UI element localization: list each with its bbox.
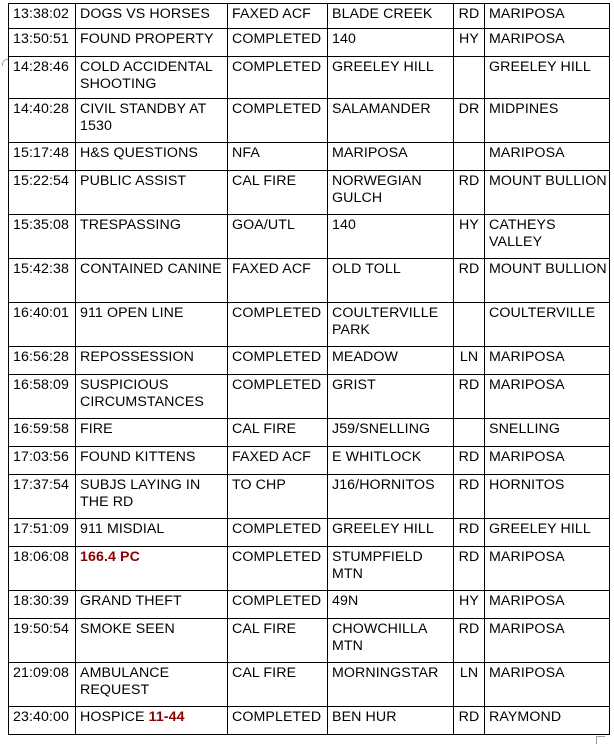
street-cell: MORNINGSTAR [328,663,454,707]
street-suffix-cell: RD [454,259,485,303]
status-cell: FAXED ACF [228,259,328,303]
incident-log-body [9,4,610,735]
time-cell: 17:37:54 [9,475,76,519]
street-suffix-cell [454,57,485,99]
description-cell [76,303,228,347]
street-suffix-cell [454,303,485,347]
table-row [9,303,610,347]
table-row [9,707,610,735]
description-text: H&S QUESTIONS [80,145,198,161]
table-row [9,447,610,475]
street-suffix-cell: RD [454,447,485,475]
street-cell: 49N [328,591,454,619]
time-cell: 16:59:58 [9,419,76,447]
city-cell: MARIPOSA [485,29,610,57]
street-cell: J59/SNELLING [328,419,454,447]
description-cell [76,57,228,99]
table-row [9,663,610,707]
street-cell: STUMPFIELD MTN [328,547,454,591]
description-text: 911 MISDIAL [80,521,165,537]
incident-log-table [8,3,610,735]
status-cell: CAL FIRE [228,419,328,447]
street-cell: GRIST [328,375,454,419]
time-cell: 23:40:00 [9,707,76,735]
street-cell: COULTERVILLE PARK [328,303,454,347]
description-cell [76,259,228,303]
description-text: REPOSSESSION [80,349,194,365]
status-cell: TO CHP [228,475,328,519]
time-cell: 17:03:56 [9,447,76,475]
description-text: SUBJS LAYING IN THE RD [80,477,201,511]
street-suffix-cell: HY [454,29,485,57]
description-cell [76,4,228,29]
description-text: DOGS VS HORSES [80,6,210,22]
street-cell: CHOWCHILLA MTN [328,619,454,663]
table-row [9,419,610,447]
street-suffix-cell: RD [454,547,485,591]
time-cell: 13:38:02 [9,4,76,29]
description-cell [76,29,228,57]
street-cell: SALAMANDER [328,99,454,143]
street-cell: 140 [328,29,454,57]
description-cell [76,619,228,663]
street-suffix-cell [454,143,485,171]
description-cell [76,347,228,375]
street-cell: 140 [328,215,454,259]
status-cell: COMPLETED [228,375,328,419]
time-cell: 16:40:01 [9,303,76,347]
status-cell: GOA/UTL [228,215,328,259]
description-cell [76,419,228,447]
street-suffix-cell: HY [454,215,485,259]
city-cell: MARIPOSA [485,591,610,619]
description-cell [76,663,228,707]
table-row [9,215,610,259]
description-cell [76,171,228,215]
time-cell: 15:22:54 [9,171,76,215]
city-cell: MARIPOSA [485,375,610,419]
status-cell: FAXED ACF [228,447,328,475]
time-cell: 17:51:09 [9,519,76,547]
street-cell: OLD TOLL [328,259,454,303]
table-row [9,4,610,29]
description-code-highlight: 11-44 [148,709,185,725]
table-row [9,171,610,215]
page-corner-mark-right [596,736,605,744]
city-cell: MOUNT BULLION [485,171,610,215]
table-row [9,375,610,419]
time-cell: 16:58:09 [9,375,76,419]
time-cell: 15:17:48 [9,143,76,171]
time-cell: 19:50:54 [9,619,76,663]
time-cell: 18:30:39 [9,591,76,619]
street-cell: BLADE CREEK [328,4,454,29]
description-cell [76,475,228,519]
street-suffix-cell: RD [454,4,485,29]
city-cell: MARIPOSA [485,447,610,475]
street-suffix-cell: LN [454,347,485,375]
status-cell: NFA [228,143,328,171]
city-cell: MARIPOSA [485,547,610,591]
description-cell [76,215,228,259]
time-cell: 14:40:28 [9,99,76,143]
table-row [9,57,610,99]
time-cell: 18:06:08 [9,547,76,591]
description-cell [76,375,228,419]
street-suffix-cell: RD [454,475,485,519]
description-cell [76,447,228,475]
street-suffix-cell: RD [454,171,485,215]
description-text: SMOKE SEEN [80,621,175,637]
street-cell: MEADOW [328,347,454,375]
city-cell: GREELEY HILL [485,57,610,99]
description-cell [76,99,228,143]
description-text: PUBLIC ASSIST [80,173,187,189]
city-cell: MARIPOSA [485,347,610,375]
description-text: 911 OPEN LINE [80,305,184,321]
street-suffix-cell: RD [454,375,485,419]
time-cell: 13:50:51 [9,29,76,57]
street-cell: E WHITLOCK [328,447,454,475]
street-suffix-cell: RD [454,619,485,663]
street-suffix-cell: LN [454,663,485,707]
status-cell: CAL FIRE [228,663,328,707]
table-row [9,547,610,591]
status-cell: CAL FIRE [228,171,328,215]
table-row [9,347,610,375]
description-code-highlight: 166.4 PC [80,549,140,565]
description-text: GRAND THEFT [80,593,182,609]
street-cell: GREELEY HILL [328,519,454,547]
description-text: HOSPICE [80,709,149,725]
city-cell: MIDPINES [485,99,610,143]
city-cell: MARIPOSA [485,663,610,707]
description-text: CONTAINED CANINE [80,261,222,277]
city-cell: MARIPOSA [485,619,610,663]
table-row [9,143,610,171]
status-cell: COMPLETED [228,57,328,99]
description-cell [76,707,228,735]
street-cell: NORWEGIAN GULCH [328,171,454,215]
status-cell: CAL FIRE [228,619,328,663]
city-cell: MARIPOSA [485,143,610,171]
description-text: TRESPASSING [80,217,181,233]
city-cell: MOUNT BULLION [485,259,610,303]
status-cell: COMPLETED [228,591,328,619]
time-cell: 15:35:08 [9,215,76,259]
time-cell: 14:28:46 [9,57,76,99]
city-cell: CATHEYS VALLEY [485,215,610,259]
description-text: COLD ACCIDENTAL SHOOTING [80,59,213,93]
description-text: CIVIL STANDBY AT 1530 [80,101,207,135]
table-row [9,99,610,143]
status-cell: COMPLETED [228,99,328,143]
description-text: AMBULANCE REQUEST [80,665,170,699]
street-cell: J16/HORNITOS [328,475,454,519]
time-cell: 15:42:38 [9,259,76,303]
city-cell: HORNITOS [485,475,610,519]
street-cell: MARIPOSA [328,143,454,171]
description-cell [76,143,228,171]
table-row [9,29,610,57]
city-cell: MARIPOSA [485,4,610,29]
street-suffix-cell: RD [454,707,485,735]
city-cell: COULTERVILLE [485,303,610,347]
time-cell: 16:56:28 [9,347,76,375]
description-text: FOUND PROPERTY [80,31,214,47]
status-cell: COMPLETED [228,547,328,591]
table-row [9,259,610,303]
status-cell: FAXED ACF [228,4,328,29]
street-suffix-cell [454,419,485,447]
status-cell: COMPLETED [228,519,328,547]
city-cell: GREELEY HILL [485,519,610,547]
status-cell: COMPLETED [228,29,328,57]
city-cell: SNELLING [485,419,610,447]
description-cell [76,519,228,547]
street-suffix-cell: RD [454,519,485,547]
status-cell: COMPLETED [228,707,328,735]
street-cell: GREELEY HILL [328,57,454,99]
status-cell: COMPLETED [228,303,328,347]
street-cell: BEN HUR [328,707,454,735]
description-text: FOUND KITTENS [80,449,196,465]
description-text: FIRE [80,421,113,437]
street-suffix-cell: DR [454,99,485,143]
table-row [9,619,610,663]
table-row [9,475,610,519]
city-cell: RAYMOND [485,707,610,735]
street-suffix-cell: HY [454,591,485,619]
status-cell: COMPLETED [228,347,328,375]
description-cell [76,591,228,619]
description-text: SUSPICIOUS CIRCUMSTANCES [80,377,204,411]
time-cell: 21:09:08 [9,663,76,707]
table-row [9,591,610,619]
description-cell [76,547,228,591]
table-row [9,519,610,547]
